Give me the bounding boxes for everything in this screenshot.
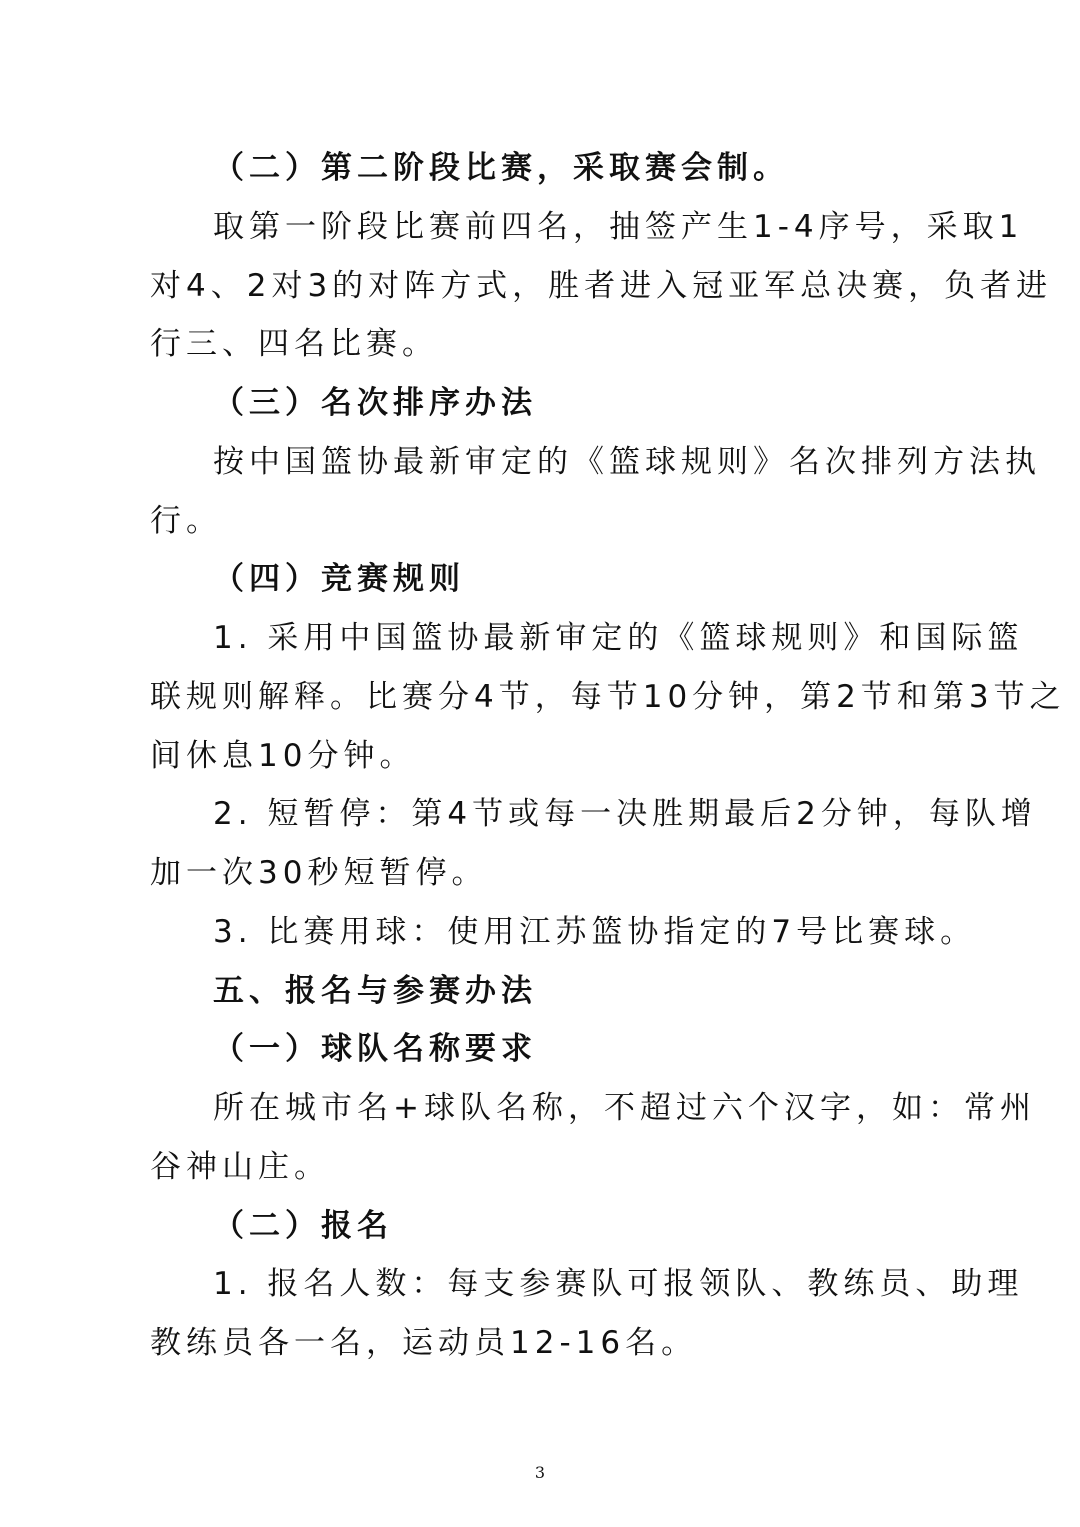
paragraph-line: 行。: [150, 503, 222, 539]
paragraph-line: 按中国篮协最新审定的《篮球规则》名次排列方法执: [213, 444, 1041, 480]
paragraph-line: 谷神山庄。: [150, 1149, 330, 1185]
paragraph-line: 1. 采用中国篮协最新审定的《篮球规则》和国际篮: [213, 620, 1024, 656]
section-heading-registration: 五、报名与参赛办法: [213, 973, 537, 1009]
paragraph-line: 行三、四名比赛。: [150, 326, 438, 362]
paragraph-line: 取第一阶段比赛前四名，抽签产生1-4序号，采取1: [213, 209, 1024, 245]
paragraph-line: 1. 报名人数：每支参赛队可报领队、教练员、助理: [213, 1266, 1024, 1302]
paragraph-line: 联规则解释。比赛分4节，每节10分钟，第2节和第3节之: [150, 679, 1066, 715]
paragraph-line: 教练员各一名，运动员12-16名。: [150, 1325, 698, 1361]
paragraph-line: 间休息10分钟。: [150, 738, 416, 774]
paragraph-line: 2. 短暂停：第4节或每一决胜期最后2分钟，每队增: [213, 796, 1037, 832]
paragraph-line: 加一次30秒短暂停。: [150, 855, 488, 891]
paragraph-line: 所在城市名+球队名称，不超过六个汉字，如：常州: [213, 1090, 1036, 1126]
section-heading-signup: （二）报名: [213, 1208, 393, 1244]
section-heading-competition-rules: （四）竞赛规则: [213, 561, 465, 597]
paragraph-line: 对4、2对3的对阵方式，胜者进入冠亚军总决赛，负者进: [150, 268, 1053, 304]
section-heading-team-name: （一）球队名称要求: [213, 1031, 537, 1067]
paragraph-line: 3. 比赛用球：使用江苏篮协指定的7号比赛球。: [213, 914, 977, 950]
section-heading-stage-two: （二）第二阶段比赛，采取赛会制。: [213, 150, 789, 186]
section-heading-ranking-method: （三）名次排序办法: [213, 385, 537, 421]
page-number: 3: [534, 1463, 546, 1482]
